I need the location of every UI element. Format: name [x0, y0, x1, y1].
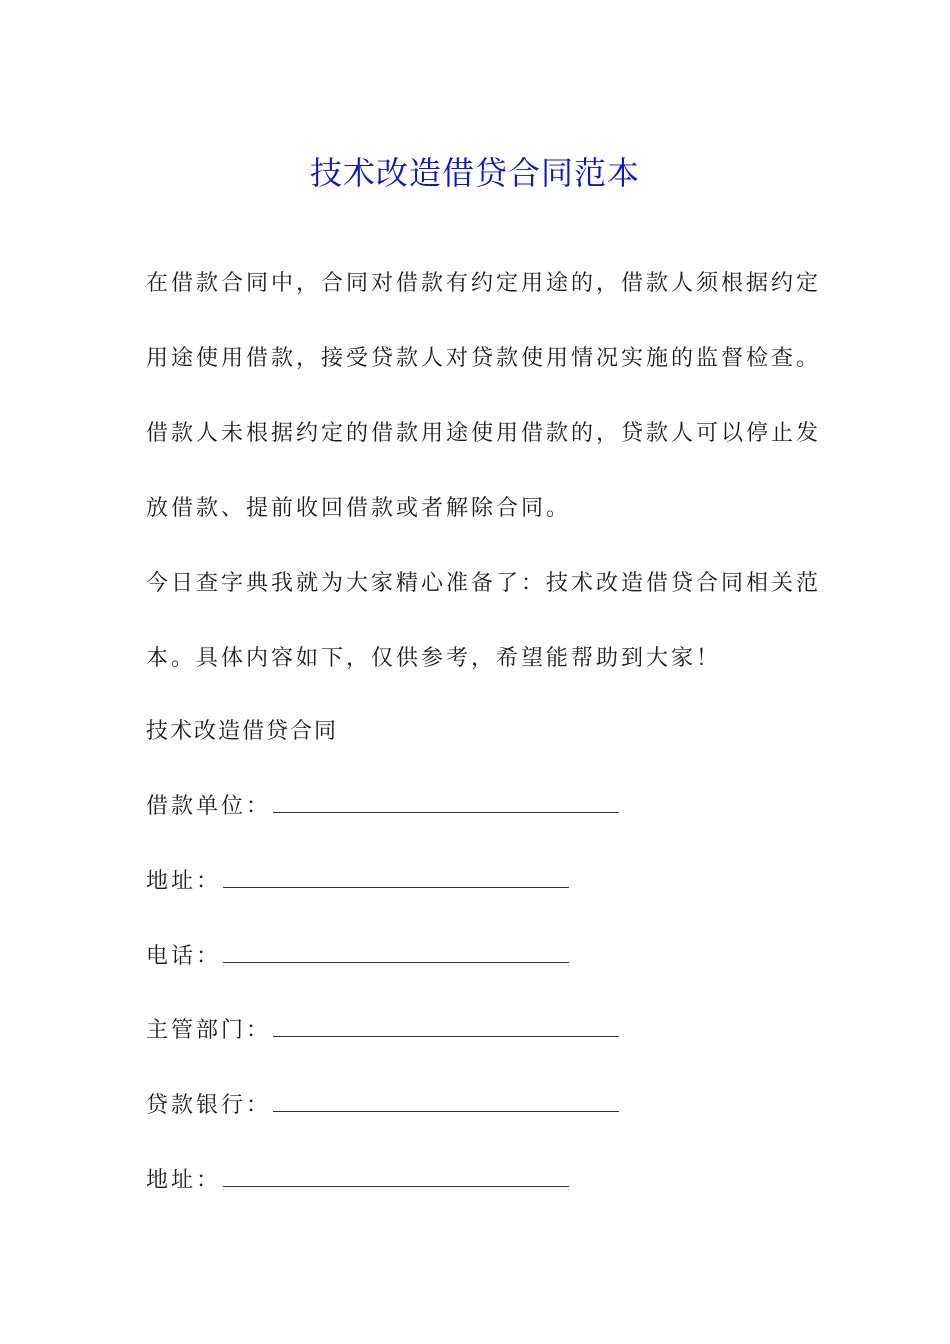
intro-paragraph-1 [146, 246, 822, 396]
intro-line: 用途使用借款，接受贷款人对贷款使用情况实施的监督检查。 [146, 346, 822, 371]
intro-paragraph-3 [146, 546, 822, 696]
fill-in-blank[interactable] [223, 1166, 569, 1187]
field-label: 地址： [146, 1168, 222, 1193]
field-borrower-unit [146, 787, 619, 827]
field-borrower-address [146, 862, 569, 902]
fill-in-blank[interactable] [273, 792, 619, 813]
intro-line: 本。具体内容如下，仅供参考，希望能帮助到大家！ [146, 646, 722, 671]
field-label: 电话： [146, 944, 222, 969]
document-title: 技术改造借贷合同范本 [309, 154, 640, 193]
fill-in-blank[interactable] [273, 1016, 619, 1037]
fill-in-blank[interactable] [273, 1091, 619, 1112]
intro-line: 今日查字典我就为大家精心准备了：技术改造借贷合同相关范 [146, 571, 822, 596]
intro-paragraph-2 [146, 396, 822, 546]
fill-in-blank[interactable] [223, 867, 569, 888]
field-label: 主管部门： [146, 1018, 272, 1043]
intro-line: 借款人未根据约定的借款用途使用借款的，贷款人可以停止发 [146, 421, 822, 446]
field-label: 借款单位： [146, 794, 272, 819]
fill-in-blank[interactable] [223, 942, 569, 963]
field-phone [146, 937, 569, 977]
intro-line: 在借款合同中，合同对借款有约定用途的，借款人须根据约定 [146, 271, 822, 296]
intro-line: 放借款、提前收回借款或者解除合同。 [146, 496, 572, 521]
field-bank-address [146, 1161, 569, 1201]
section-heading: 技术改造借贷合同 [146, 719, 339, 744]
field-lending-bank [146, 1086, 619, 1126]
field-supervising-department [146, 1011, 619, 1051]
field-label: 贷款银行： [146, 1093, 272, 1118]
field-label: 地址： [146, 869, 222, 894]
